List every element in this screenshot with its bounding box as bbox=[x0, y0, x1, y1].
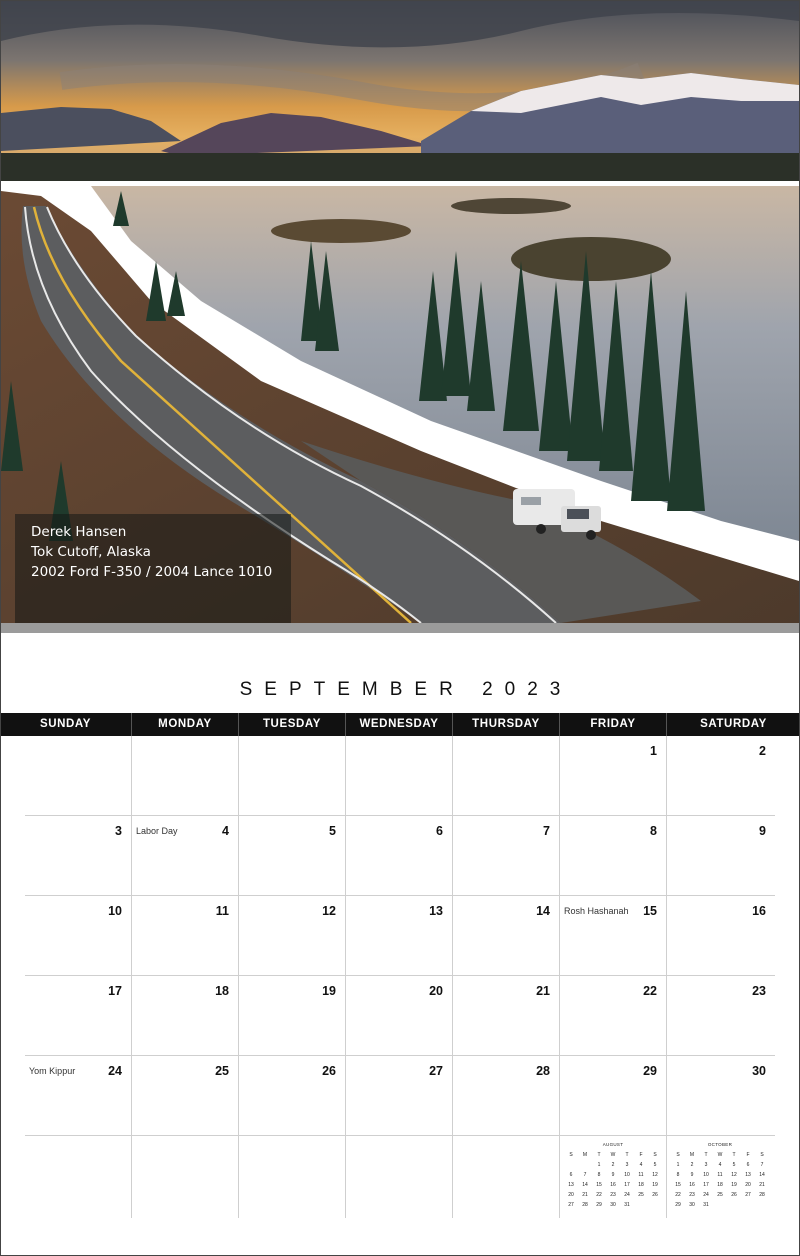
mini-day-number: 18 bbox=[638, 1182, 644, 1188]
mini-day-number: 1 bbox=[597, 1162, 601, 1168]
mini-day-number: 27 bbox=[568, 1202, 574, 1208]
day-cell[interactable] bbox=[453, 736, 560, 815]
mini-day-initial: S bbox=[676, 1152, 680, 1158]
mini-day-number: 20 bbox=[745, 1182, 751, 1188]
mini-day-number: 21 bbox=[759, 1182, 765, 1188]
day-number: 14 bbox=[536, 904, 550, 918]
mini-calendar-week bbox=[671, 1190, 769, 1200]
mini-calendar-week bbox=[564, 1190, 662, 1200]
mini-day-number: 22 bbox=[596, 1192, 602, 1198]
mini-day-number: 18 bbox=[717, 1182, 723, 1188]
caption-location: Tok Cutoff, Alaska bbox=[31, 544, 151, 560]
day-cell[interactable] bbox=[132, 976, 239, 1055]
day-number: 16 bbox=[752, 904, 766, 918]
mini-day-number bbox=[648, 1200, 662, 1210]
mini-day-number: 11 bbox=[638, 1172, 644, 1178]
month-title: SEPTEMBER 2023 bbox=[239, 679, 573, 700]
week-row bbox=[25, 736, 775, 816]
mini-day-number bbox=[741, 1200, 755, 1210]
mini-calendar-week bbox=[671, 1160, 769, 1170]
day-cell[interactable] bbox=[453, 1056, 560, 1135]
day-cell[interactable] bbox=[25, 976, 132, 1055]
mini-day-number: 13 bbox=[568, 1182, 574, 1188]
mini-day-number: 5 bbox=[653, 1162, 657, 1168]
mini-day-number: 31 bbox=[624, 1202, 630, 1208]
day-cell[interactable] bbox=[560, 816, 667, 895]
mini-day-number bbox=[727, 1200, 741, 1210]
week-row bbox=[25, 896, 775, 976]
mini-day-number: 26 bbox=[652, 1192, 658, 1198]
day-cell[interactable] bbox=[667, 896, 775, 975]
mini-day-number: 16 bbox=[689, 1182, 695, 1188]
mini-day-number: 9 bbox=[611, 1172, 615, 1178]
mini-day-number: 13 bbox=[745, 1172, 751, 1178]
day-cell[interactable] bbox=[560, 976, 667, 1055]
day-cell[interactable] bbox=[25, 896, 132, 975]
day-number: 6 bbox=[436, 824, 443, 838]
day-number: 27 bbox=[429, 1064, 443, 1078]
mini-day-initial: T bbox=[597, 1152, 601, 1158]
day-cell[interactable] bbox=[25, 816, 132, 895]
mini-day-number: 30 bbox=[610, 1202, 616, 1208]
day-cell[interactable] bbox=[346, 816, 453, 895]
mini-calendar-title: OCTOBER bbox=[707, 1142, 733, 1147]
calendar-grid bbox=[25, 713, 775, 1208]
day-header-friday: FRIDAY bbox=[560, 713, 667, 736]
week-row bbox=[25, 976, 775, 1056]
day-cell[interactable] bbox=[453, 1136, 560, 1218]
mini-day-number: 15 bbox=[596, 1182, 602, 1188]
day-number: 3 bbox=[115, 824, 122, 838]
mini-day-number: 12 bbox=[731, 1172, 737, 1178]
mini-day-number: 23 bbox=[610, 1192, 616, 1198]
day-number: 24 bbox=[108, 1064, 122, 1078]
day-number: 7 bbox=[543, 824, 550, 838]
holiday-note: Labor Day bbox=[136, 826, 178, 836]
mini-day-number: 14 bbox=[759, 1172, 765, 1178]
mini-calendar-day-initials bbox=[671, 1150, 769, 1160]
mini-calendar-day-initials bbox=[564, 1150, 662, 1160]
mini-day-number: 6 bbox=[569, 1172, 573, 1178]
caption-photographer: Derek Hansen bbox=[31, 524, 127, 540]
day-cell[interactable] bbox=[560, 1136, 667, 1218]
day-cell[interactable] bbox=[346, 1056, 453, 1135]
day-number: 11 bbox=[215, 904, 229, 918]
day-number: 25 bbox=[215, 1064, 229, 1078]
day-number: 13 bbox=[429, 904, 443, 918]
mini-day-number: 29 bbox=[675, 1202, 681, 1208]
day-header-row bbox=[0, 713, 800, 736]
day-number: 22 bbox=[643, 984, 657, 998]
holiday-note: Rosh Hashanah bbox=[564, 906, 629, 916]
mini-day-number: 11 bbox=[717, 1172, 723, 1178]
mini-day-number: 19 bbox=[652, 1182, 658, 1188]
mini-day-number: 4 bbox=[718, 1162, 722, 1168]
day-cell[interactable] bbox=[239, 1136, 346, 1218]
mini-day-number: 20 bbox=[568, 1192, 574, 1198]
day-header-monday: MONDAY bbox=[132, 713, 239, 736]
mini-day-number: 3 bbox=[625, 1162, 629, 1168]
mini-day-number: 24 bbox=[703, 1192, 709, 1198]
mini-day-number: 25 bbox=[638, 1192, 644, 1198]
mini-day-number: 26 bbox=[731, 1192, 737, 1198]
week-row bbox=[25, 816, 775, 896]
mini-day-number: 8 bbox=[676, 1172, 680, 1178]
mini-day-number bbox=[755, 1200, 769, 1210]
day-cell[interactable] bbox=[667, 976, 775, 1055]
mini-day-number: 5 bbox=[732, 1162, 736, 1168]
mini-day-number: 19 bbox=[731, 1182, 737, 1188]
day-cell[interactable] bbox=[25, 1056, 132, 1135]
day-cell[interactable] bbox=[346, 976, 453, 1055]
mini-day-number: 4 bbox=[639, 1162, 643, 1168]
day-cell[interactable] bbox=[453, 816, 560, 895]
mini-day-number: 15 bbox=[675, 1182, 681, 1188]
mini-calendar-october bbox=[671, 1142, 769, 1210]
day-cell[interactable] bbox=[132, 896, 239, 975]
day-number: 18 bbox=[215, 984, 229, 998]
day-number: 19 bbox=[322, 984, 336, 998]
mini-day-number: 27 bbox=[745, 1192, 751, 1198]
mini-day-number: 7 bbox=[583, 1172, 587, 1178]
mini-day-number: 30 bbox=[689, 1202, 695, 1208]
day-number: 26 bbox=[322, 1064, 336, 1078]
mini-calendar-week bbox=[564, 1170, 662, 1180]
mini-calendar-title: AUGUST bbox=[602, 1142, 624, 1147]
mini-day-number: 28 bbox=[759, 1192, 765, 1198]
day-cell[interactable] bbox=[25, 736, 132, 815]
mini-day-initial: F bbox=[639, 1152, 643, 1158]
day-cell[interactable] bbox=[453, 896, 560, 975]
mini-day-number: 12 bbox=[652, 1172, 658, 1178]
day-number: 23 bbox=[752, 984, 766, 998]
mini-day-number: 21 bbox=[582, 1192, 588, 1198]
calendar-weeks bbox=[25, 736, 775, 1218]
mini-day-number: 10 bbox=[703, 1172, 709, 1178]
mini-day-initial: T bbox=[704, 1152, 708, 1158]
mini-day-initial: M bbox=[689, 1152, 695, 1158]
day-cell[interactable] bbox=[560, 736, 667, 815]
day-cell[interactable] bbox=[346, 736, 453, 815]
day-cell[interactable] bbox=[346, 1136, 453, 1218]
day-cell[interactable] bbox=[667, 816, 775, 895]
day-number: 20 bbox=[429, 984, 443, 998]
mini-day-initial: T bbox=[732, 1152, 736, 1158]
mini-day-number bbox=[578, 1160, 592, 1170]
calendar-photo bbox=[1, 1, 799, 623]
day-header-tuesday: TUESDAY bbox=[239, 713, 346, 736]
mini-day-number: 29 bbox=[596, 1202, 602, 1208]
day-number: 1 bbox=[650, 744, 657, 758]
photo-divider bbox=[1, 623, 799, 633]
week-row bbox=[25, 1056, 775, 1136]
day-number: 2 bbox=[759, 744, 766, 758]
day-number: 29 bbox=[643, 1064, 657, 1078]
day-cell[interactable] bbox=[132, 816, 239, 895]
day-cell[interactable] bbox=[239, 976, 346, 1055]
mini-day-number: 28 bbox=[582, 1202, 588, 1208]
day-number: 28 bbox=[536, 1064, 550, 1078]
mini-day-number: 1 bbox=[676, 1162, 680, 1168]
mini-day-number: 31 bbox=[703, 1202, 709, 1208]
day-cell[interactable] bbox=[239, 896, 346, 975]
day-cell[interactable] bbox=[25, 1136, 132, 1218]
day-number: 17 bbox=[108, 984, 122, 998]
mini-calendar-week bbox=[564, 1200, 662, 1210]
mini-day-number: 16 bbox=[610, 1182, 616, 1188]
week-row bbox=[25, 1136, 775, 1218]
mini-day-number: 23 bbox=[689, 1192, 695, 1198]
day-header-wednesday: WEDNESDAY bbox=[346, 713, 453, 736]
mini-day-initial: S bbox=[653, 1152, 657, 1158]
mini-day-number: 17 bbox=[703, 1182, 709, 1188]
day-number: 8 bbox=[650, 824, 657, 838]
day-number: 15 bbox=[643, 904, 657, 918]
day-number: 5 bbox=[329, 824, 336, 838]
mini-day-number: 2 bbox=[690, 1162, 694, 1168]
day-cell[interactable] bbox=[239, 1056, 346, 1135]
day-cell[interactable] bbox=[132, 736, 239, 815]
day-header-saturday: SATURDAY bbox=[700, 718, 767, 730]
day-cell[interactable] bbox=[560, 896, 667, 975]
day-number: 21 bbox=[536, 984, 550, 998]
day-number: 12 bbox=[322, 904, 336, 918]
day-cell[interactable] bbox=[453, 976, 560, 1055]
mini-calendar-week bbox=[564, 1160, 662, 1170]
holiday-note: Yom Kippur bbox=[29, 1066, 76, 1076]
mini-day-initial: T bbox=[625, 1152, 629, 1158]
mini-day-initial: S bbox=[760, 1152, 764, 1158]
mini-day-number: 17 bbox=[624, 1182, 630, 1188]
mini-day-number: 25 bbox=[717, 1192, 723, 1198]
mini-calendar-week bbox=[671, 1200, 769, 1210]
day-number: 9 bbox=[759, 824, 766, 838]
day-cell[interactable] bbox=[667, 1056, 775, 1135]
day-cell[interactable] bbox=[667, 736, 775, 815]
mini-day-number: 24 bbox=[624, 1192, 630, 1198]
photo-caption bbox=[15, 514, 291, 623]
mini-day-initial: M bbox=[582, 1152, 588, 1158]
mini-day-initial: S bbox=[569, 1152, 573, 1158]
mini-calendar-week bbox=[671, 1170, 769, 1180]
mini-day-number: 6 bbox=[746, 1162, 750, 1168]
day-number: 30 bbox=[752, 1064, 766, 1078]
day-number: 10 bbox=[108, 904, 122, 918]
day-cell[interactable] bbox=[132, 1136, 239, 1218]
mini-day-number: 3 bbox=[704, 1162, 708, 1168]
mini-day-number: 22 bbox=[675, 1192, 681, 1198]
mini-day-initial: W bbox=[717, 1152, 723, 1158]
day-cell[interactable] bbox=[560, 1056, 667, 1135]
day-cell[interactable] bbox=[132, 1056, 239, 1135]
day-number: 4 bbox=[222, 824, 229, 838]
day-cell[interactable] bbox=[346, 896, 453, 975]
mini-day-initial: W bbox=[610, 1152, 616, 1158]
day-header-sunday: SUNDAY bbox=[0, 713, 132, 736]
day-header-thursday: THURSDAY bbox=[453, 713, 560, 736]
day-cell[interactable] bbox=[239, 816, 346, 895]
mini-day-number: 2 bbox=[611, 1162, 615, 1168]
mini-day-number bbox=[564, 1160, 578, 1170]
caption-vehicle: 2002 Ford F-350 / 2004 Lance 1010 bbox=[31, 564, 273, 580]
mini-day-number: 8 bbox=[597, 1172, 601, 1178]
day-cell[interactable] bbox=[239, 736, 346, 815]
mini-day-number: 14 bbox=[582, 1182, 588, 1188]
mini-day-number bbox=[634, 1200, 648, 1210]
mini-day-number: 10 bbox=[624, 1172, 630, 1178]
mini-day-number: 7 bbox=[760, 1162, 764, 1168]
mini-calendar-week bbox=[564, 1180, 662, 1190]
mini-day-initial: F bbox=[746, 1152, 750, 1158]
day-cell[interactable] bbox=[667, 1136, 775, 1218]
mini-day-number bbox=[713, 1200, 727, 1210]
mini-calendar-week bbox=[671, 1180, 769, 1190]
mini-day-number: 9 bbox=[690, 1172, 694, 1178]
mini-calendar-august bbox=[564, 1142, 662, 1210]
